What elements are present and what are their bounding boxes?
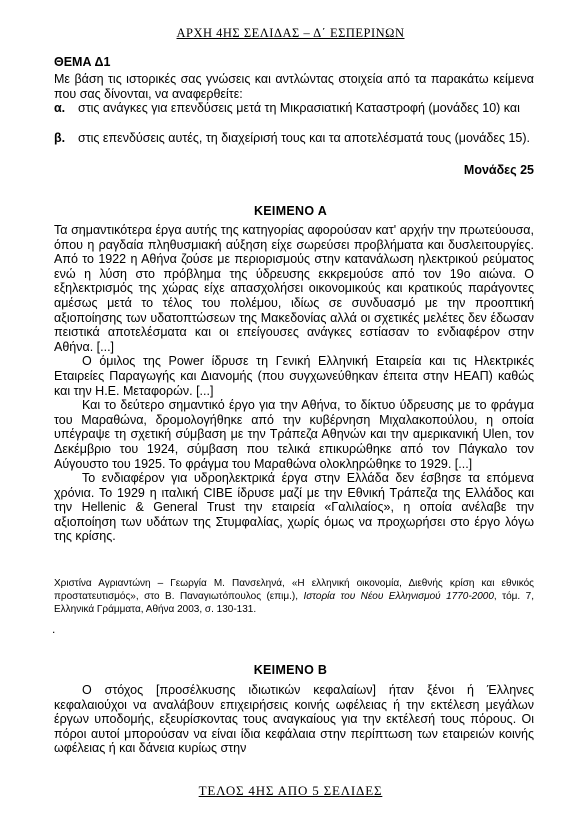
text-a-source	[54, 577, 534, 616]
question-text: στις επενδύσεις αυτές, τη διαχείρισή τους και τα αποτελέσματά τους (μονάδες 15).	[78, 131, 530, 145]
question-item-a	[54, 101, 534, 116]
text-a-paragraph: Και το δεύτερο σημαντικό έργο για την Αθήνα, το δίκτυο ύδρευσης με το φράγμα του Μαραθώνα, δρομολογήθηκε από την κυβέρνηση Μιχαλακοπούλου, η οποία υπέγραψε τη σχετική σύμβαση με την Τράπεζα Αθηνών και την αμερικανική Ulen, τον Δεκέμβριο του 1924, σύμβαση που τελικά επικυρώθηκε από τον Πάγκαλο τον Αύγουστο του 1925. Το φράγμα του Μαραθώνα ολοκληρώθηκε το 1929. [...]	[54, 398, 534, 471]
text-b-body	[54, 683, 534, 756]
page-header	[0, 26, 581, 41]
theme-title: ΘΕΜΑ Δ1	[54, 55, 111, 69]
source-before: Χριστίνα Αγριαντώνη – Γεωργία Μ. Πανσεληνά, «Η ελληνική οικονομία, Διεθνής κρίση και εθνικός προστατευτισμός», στο Β. Παναγιωτόπουλος (επιμ.),	[54, 578, 534, 602]
text-a-paragraph: Τα σημαντικότερα έργα αυτής της κατηγορίας αφορούσαν κατ' αρχήν την πρωτεύουσα, όπου η ραγδαία πληθυσμιακή αύξηση είχε σωρεύσει προβλήματα και δυσλειτουργίες. Από το 1922 η Αθήνα ζούσε με περιορισμούς στην κατανάλωση ηλεκτρικού ρεύματος ενώ η λύση στο πρόβλημα της ύδρευσης εκκρεμούσε από τον 19ο αιώνα. Ο εξηλεκτρισμός της χώρας είχε απασχολήσει οικονομικούς και κρατικούς παράγοντες αμέσως μετά το τέλος του πολέμου, ιδίως σε συνδυασμό με την προοπτική αξιοποίησης των υδατοπτώσεων της Μακεδονίας αλλά οι σχετικές μελέτες δεν έδωσαν πειστικά αποτελέσματα και οι επείγουσες ανάγκες εστίασαν το ενδιαφέρον στην Αθήνα. [...]	[54, 223, 534, 354]
question-label: α.	[54, 101, 66, 115]
page-footer	[0, 783, 581, 799]
question-label: β.	[54, 131, 66, 145]
theme-prompt: Με βάση τις ιστορικές σας γνώσεις και αντλώντας στοιχεία από τα παρακάτω κείμενα που σας δίνονται, να αναφερθείτε:	[54, 72, 534, 101]
marks-total: Μονάδες 25	[463, 163, 534, 177]
text-a-title: ΚΕΙΜΕΝΟ Α	[253, 204, 328, 218]
source-after: , τόμ. 7, Ελληνικά Γράμματα, Αθήνα 2003, σ. 130-131.	[54, 591, 534, 615]
question-text: στις ανάγκες για επενδύσεις μετά τη Μικρασιατική Καταστροφή (μονάδες 10) και	[78, 101, 520, 115]
text-a-paragraph: Το ενδιαφέρον για υδροηλεκτρικά έργα στην Ελλάδα δεν έσβησε τα επόμενα χρόνια. Το 1929 η ιταλική CIBE ίδρυσε μαζί με την Εθνική Τράπεζα της Ελλάδος και την Hellenic & General Trust την εταιρεία «Γαλιλαίος», η οποία ανέλαβε την αξιοποίηση των υδάτων της Στυμφαλίας, χωρίς όμως να προχωρήσει στο έργο λόγω της κρίσης.	[54, 471, 534, 544]
question-item-b	[54, 131, 534, 146]
text-b-paragraph: Ο στόχος [προσέλκυσης ιδιωτικών κεφαλαίων] ήταν ξένοι ή Έλληνες κεφαλαιούχοι να αναλάβουν επιχειρήσεις κοινής ωφέλειας ή την εκτέλεση μεγάλων έργων υποδομής, εξευρίσκοντας τους αναγκαίους για την εκτέλεσή τους πόρους. Οι πόροι αυτοί μπορούσαν να είναι ίδια κεφάλαια στην περίπτωση των εταιρειών κοινής ωφέλειας ή και δάνεια κυρίως στην	[54, 683, 534, 756]
text-b-title: ΚΕΙΜΕΝΟ Β	[253, 663, 328, 677]
page-footer-text: ΤΕΛΟΣ 4ΗΣ ΑΠΟ 5 ΣΕΛΙΔΕΣ	[198, 783, 383, 798]
page-header-text: ΑΡΧΗ 4ΗΣ ΣΕΛΙΔΑΣ – Δ΄ ΕΣΠΕΡΙΝΩΝ	[176, 26, 405, 40]
stray-mark: .	[52, 622, 56, 636]
source-book-title: Ιστορία του Νέου Ελληνισμού 1770-2000	[303, 591, 494, 602]
text-a-paragraph: Ο όμιλος της Power ίδρυσε τη Γενική Ελληνική Εταιρεία και τις Ηλεκτρικές Εταιρείες Παραγωγής και Διανομής (που συγχωνεύθηκαν έπειτα στην ΗΕΑΠ) καθώς και την Η.Ε. Μεταφορών. [...]	[54, 354, 534, 398]
text-a-body	[54, 223, 534, 544]
